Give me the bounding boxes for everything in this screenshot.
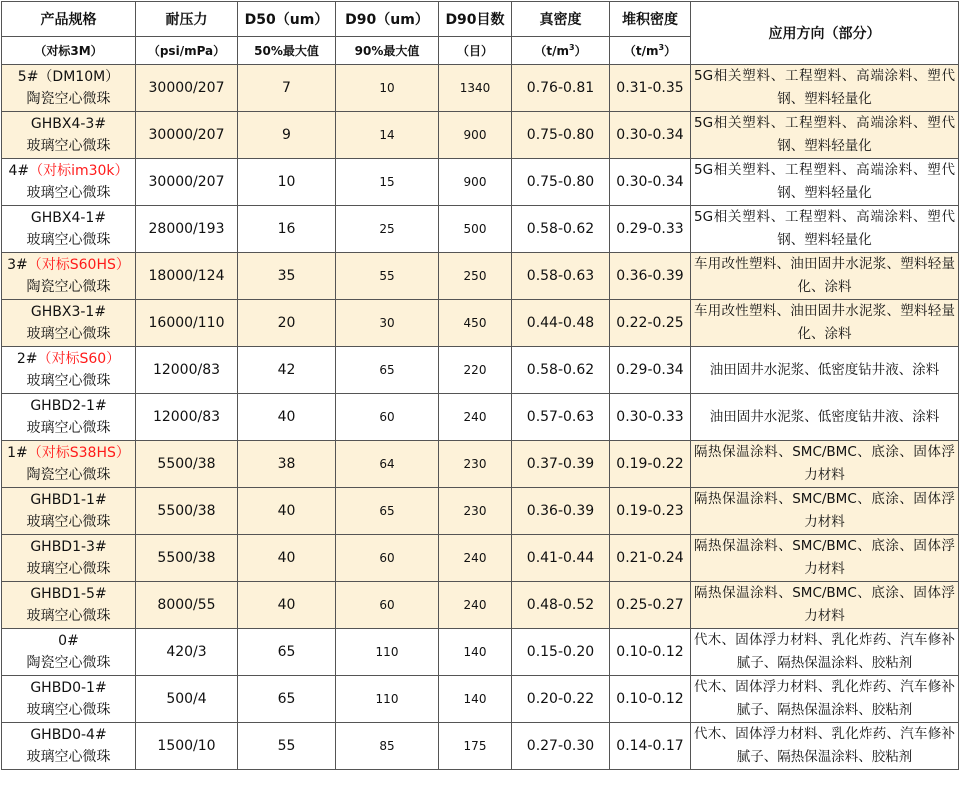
cell-d90: 14 <box>336 112 439 159</box>
cell-d50: 16 <box>238 206 336 253</box>
cell-true-density: 0.44-0.48 <box>512 300 610 347</box>
cell-true-density: 0.41-0.44 <box>512 535 610 582</box>
cell-pressure: 12000/83 <box>136 347 238 394</box>
product-code-text: GHBD2-1# <box>30 398 107 414</box>
cell-bulk-density: 0.22-0.25 <box>610 300 691 347</box>
cell-bulk-density: 0.21-0.24 <box>610 535 691 582</box>
cell-application: 代木、固体浮力材料、乳化炸药、汽车修补腻子、隔热保温涂料、胶粘剂 <box>691 723 959 770</box>
cell-product-spec <box>2 723 136 770</box>
cell-mesh: 140 <box>439 629 512 676</box>
product-code-text: 4# <box>8 163 30 179</box>
cell-d90: 30 <box>336 300 439 347</box>
cell-pressure: 12000/83 <box>136 394 238 441</box>
cell-d90: 110 <box>336 629 439 676</box>
header-pressure: 耐压力 <box>136 2 238 37</box>
cell-application: 隔热保温涂料、SMC/BMC、底涂、固体浮力材料 <box>691 441 959 488</box>
cell-application: 油田固井水泥浆、低密度钻井液、涂料 <box>691 394 959 441</box>
product-type: 陶瓷空心微珠 <box>26 655 111 671</box>
cell-d90: 15 <box>336 159 439 206</box>
cell-d90: 60 <box>336 582 439 629</box>
product-code <box>5 630 132 652</box>
cell-application: 5G相关塑料、工程塑料、高端涂料、塑代钢、塑料轻量化 <box>691 159 959 206</box>
product-type: 玻璃空心微珠 <box>26 702 111 718</box>
cell-d90: 55 <box>336 253 439 300</box>
product-type: 陶瓷空心微珠 <box>26 279 111 295</box>
unit-text: （t/m <box>623 44 659 58</box>
product-code-text: 1# <box>7 445 28 461</box>
subheader-true-density <box>512 37 610 65</box>
table-row <box>2 206 959 253</box>
subheader-mesh: （目） <box>439 37 512 65</box>
cell-bulk-density: 0.19-0.22 <box>610 441 691 488</box>
benchmark-label: （对标S60HS） <box>27 257 130 273</box>
product-code-text: GHBX4-1# <box>30 210 107 226</box>
cell-product-spec <box>2 253 136 300</box>
table-row <box>2 253 959 300</box>
cell-d50: 10 <box>238 159 336 206</box>
cell-product-spec <box>2 535 136 582</box>
product-type: 玻璃空心微珠 <box>26 138 111 154</box>
header-d50: D50（um） <box>238 2 336 37</box>
unit-close: ） <box>574 44 587 58</box>
cell-mesh: 230 <box>439 441 512 488</box>
cell-product-spec <box>2 629 136 676</box>
cell-pressure: 1500/10 <box>136 723 238 770</box>
cell-d50: 55 <box>238 723 336 770</box>
table-row <box>2 300 959 347</box>
cell-pressure: 500/4 <box>136 676 238 723</box>
cell-mesh: 500 <box>439 206 512 253</box>
cell-pressure: 5500/38 <box>136 441 238 488</box>
product-code <box>5 207 132 229</box>
product-code <box>5 442 132 464</box>
cell-product-spec <box>2 582 136 629</box>
cell-bulk-density: 0.25-0.27 <box>610 582 691 629</box>
product-code <box>5 583 132 605</box>
table-body <box>2 65 959 770</box>
cell-mesh: 1340 <box>439 65 512 112</box>
subheader-d50: 50%最大值 <box>238 37 336 65</box>
cell-d90: 110 <box>336 676 439 723</box>
cell-d50: 7 <box>238 65 336 112</box>
cell-true-density: 0.37-0.39 <box>512 441 610 488</box>
cell-application: 隔热保温涂料、SMC/BMC、底涂、固体浮力材料 <box>691 535 959 582</box>
table-row <box>2 723 959 770</box>
product-type: 陶瓷空心微珠 <box>26 91 111 107</box>
cell-true-density: 0.20-0.22 <box>512 676 610 723</box>
cell-d50: 65 <box>238 676 336 723</box>
cell-pressure: 28000/193 <box>136 206 238 253</box>
cell-bulk-density: 0.10-0.12 <box>610 629 691 676</box>
table-row <box>2 676 959 723</box>
cell-d50: 40 <box>238 582 336 629</box>
cell-d90: 25 <box>336 206 439 253</box>
cell-product-spec <box>2 65 136 112</box>
cell-product-spec <box>2 300 136 347</box>
cell-bulk-density: 0.19-0.23 <box>610 488 691 535</box>
product-code <box>5 113 132 135</box>
product-code-text: GHBD0-1# <box>30 680 107 696</box>
subheader-pressure: （psi/mPa） <box>136 37 238 65</box>
product-type: 玻璃空心微珠 <box>26 561 111 577</box>
product-code-text: GHBX3-1# <box>30 304 107 320</box>
cell-application: 车用改性塑料、油田固井水泥浆、塑料轻量化、涂料 <box>691 253 959 300</box>
cell-mesh: 220 <box>439 347 512 394</box>
subheader-d90: 90%最大值 <box>336 37 439 65</box>
product-type: 玻璃空心微珠 <box>26 420 111 436</box>
unit-text: （t/m <box>534 44 570 58</box>
product-code <box>5 677 132 699</box>
product-type: 陶瓷空心微珠 <box>26 467 111 483</box>
product-code-text: 2# <box>16 351 38 367</box>
cell-d90: 64 <box>336 441 439 488</box>
table-row <box>2 65 959 112</box>
cell-d90: 10 <box>336 65 439 112</box>
product-code <box>5 536 132 558</box>
cell-d50: 20 <box>238 300 336 347</box>
table-row <box>2 441 959 488</box>
cell-bulk-density: 0.30-0.34 <box>610 112 691 159</box>
cell-d90: 60 <box>336 535 439 582</box>
cell-true-density: 0.58-0.62 <box>512 206 610 253</box>
cell-product-spec <box>2 394 136 441</box>
cell-mesh: 900 <box>439 159 512 206</box>
subheader-spec: （对标3M） <box>2 37 136 65</box>
cell-application: 5G相关塑料、工程塑料、高端涂料、塑代钢、塑料轻量化 <box>691 206 959 253</box>
cell-bulk-density: 0.10-0.12 <box>610 676 691 723</box>
benchmark-label: （对标S60） <box>37 351 121 367</box>
product-type: 玻璃空心微珠 <box>26 749 111 765</box>
cell-application: 车用改性塑料、油田固井水泥浆、塑料轻量化、涂料 <box>691 300 959 347</box>
header-mesh: D90目数 <box>439 2 512 37</box>
header-true-density: 真密度 <box>512 2 610 37</box>
cell-mesh: 240 <box>439 582 512 629</box>
header-spec: 产品规格 <box>2 2 136 37</box>
product-code <box>5 348 132 370</box>
table-row <box>2 159 959 206</box>
table-row <box>2 629 959 676</box>
cell-application: 5G相关塑料、工程塑料、高端涂料、塑代钢、塑料轻量化 <box>691 112 959 159</box>
cell-true-density: 0.75-0.80 <box>512 159 610 206</box>
cell-pressure: 30000/207 <box>136 112 238 159</box>
cell-application: 隔热保温涂料、SMC/BMC、底涂、固体浮力材料 <box>691 582 959 629</box>
subheader-bulk-density <box>610 37 691 65</box>
cell-d50: 38 <box>238 441 336 488</box>
cell-product-spec <box>2 347 136 394</box>
cell-mesh: 250 <box>439 253 512 300</box>
cell-mesh: 450 <box>439 300 512 347</box>
product-type: 玻璃空心微珠 <box>26 514 111 530</box>
product-type: 玻璃空心微珠 <box>26 185 111 201</box>
cell-mesh: 230 <box>439 488 512 535</box>
table-row <box>2 347 959 394</box>
table-row <box>2 488 959 535</box>
product-code-text: GHBD0-4# <box>30 727 107 743</box>
cell-d90: 85 <box>336 723 439 770</box>
cell-bulk-density: 0.29-0.33 <box>610 206 691 253</box>
cell-product-spec <box>2 676 136 723</box>
cell-mesh: 240 <box>439 535 512 582</box>
unit-close: ） <box>664 44 677 58</box>
cell-bulk-density: 0.14-0.17 <box>610 723 691 770</box>
product-code-text: 5#（DM10M） <box>17 69 120 85</box>
cell-pressure: 18000/124 <box>136 253 238 300</box>
unit-superscript: 3 <box>658 43 665 52</box>
cell-true-density: 0.58-0.63 <box>512 253 610 300</box>
cell-product-spec <box>2 441 136 488</box>
cell-product-spec <box>2 112 136 159</box>
cell-product-spec <box>2 159 136 206</box>
product-code <box>5 66 132 88</box>
product-code <box>5 160 132 182</box>
product-code <box>5 724 132 746</box>
product-code <box>5 489 132 511</box>
cell-true-density: 0.36-0.39 <box>512 488 610 535</box>
cell-application: 代木、固体浮力材料、乳化炸药、汽车修补腻子、隔热保温涂料、胶粘剂 <box>691 676 959 723</box>
cell-application: 代木、固体浮力材料、乳化炸药、汽车修补腻子、隔热保温涂料、胶粘剂 <box>691 629 959 676</box>
cell-true-density: 0.76-0.81 <box>512 65 610 112</box>
cell-pressure: 5500/38 <box>136 535 238 582</box>
cell-product-spec <box>2 488 136 535</box>
cell-mesh: 900 <box>439 112 512 159</box>
cell-true-density: 0.27-0.30 <box>512 723 610 770</box>
cell-pressure: 16000/110 <box>136 300 238 347</box>
cell-mesh: 140 <box>439 676 512 723</box>
product-code-text: 0# <box>58 633 79 649</box>
product-code-text: GHBD1-5# <box>30 586 107 602</box>
product-type: 玻璃空心微珠 <box>26 608 111 624</box>
header-application: 应用方向（部分） <box>691 2 959 65</box>
unit-superscript: 3 <box>569 43 575 52</box>
cell-true-density: 0.75-0.80 <box>512 112 610 159</box>
header-d90: D90（um） <box>336 2 439 37</box>
cell-d50: 42 <box>238 347 336 394</box>
cell-pressure: 30000/207 <box>136 159 238 206</box>
cell-mesh: 240 <box>439 394 512 441</box>
product-spec-table <box>1 1 959 770</box>
table-row <box>2 582 959 629</box>
product-code-text: GHBD1-3# <box>30 539 107 555</box>
cell-d90: 60 <box>336 394 439 441</box>
cell-true-density: 0.57-0.63 <box>512 394 610 441</box>
cell-bulk-density: 0.36-0.39 <box>610 253 691 300</box>
cell-d50: 9 <box>238 112 336 159</box>
product-code-text: GHBX4-3# <box>30 116 107 132</box>
product-code <box>5 301 132 323</box>
header-bulk-density: 堆积密度 <box>610 2 691 37</box>
cell-product-spec <box>2 206 136 253</box>
cell-true-density: 0.58-0.62 <box>512 347 610 394</box>
cell-bulk-density: 0.30-0.34 <box>610 159 691 206</box>
product-code-text: GHBD1-1# <box>30 492 107 508</box>
cell-true-density: 0.48-0.52 <box>512 582 610 629</box>
product-code <box>5 395 132 417</box>
cell-d50: 40 <box>238 394 336 441</box>
cell-d50: 65 <box>238 629 336 676</box>
table-row <box>2 394 959 441</box>
cell-d50: 40 <box>238 488 336 535</box>
benchmark-label: （对标im30k） <box>29 163 129 179</box>
product-type: 玻璃空心微珠 <box>26 326 111 342</box>
cell-true-density: 0.15-0.20 <box>512 629 610 676</box>
table-row <box>2 112 959 159</box>
header-row <box>2 2 959 37</box>
product-type: 玻璃空心微珠 <box>26 232 111 248</box>
cell-pressure: 8000/55 <box>136 582 238 629</box>
cell-d50: 40 <box>238 535 336 582</box>
cell-bulk-density: 0.30-0.33 <box>610 394 691 441</box>
table-row <box>2 535 959 582</box>
cell-application: 隔热保温涂料、SMC/BMC、底涂、固体浮力材料 <box>691 488 959 535</box>
cell-bulk-density: 0.31-0.35 <box>610 65 691 112</box>
cell-bulk-density: 0.29-0.34 <box>610 347 691 394</box>
cell-mesh: 175 <box>439 723 512 770</box>
cell-pressure: 420/3 <box>136 629 238 676</box>
product-code <box>5 254 132 276</box>
product-type: 玻璃空心微珠 <box>26 373 111 389</box>
cell-pressure: 5500/38 <box>136 488 238 535</box>
cell-d90: 65 <box>336 347 439 394</box>
cell-d50: 35 <box>238 253 336 300</box>
cell-application: 油田固井水泥浆、低密度钻井液、涂料 <box>691 347 959 394</box>
benchmark-label: （对标S38HS） <box>27 445 130 461</box>
cell-d90: 65 <box>336 488 439 535</box>
cell-application: 5G相关塑料、工程塑料、高端涂料、塑代钢、塑料轻量化 <box>691 65 959 112</box>
cell-pressure: 30000/207 <box>136 65 238 112</box>
product-code-text: 3# <box>7 257 28 273</box>
